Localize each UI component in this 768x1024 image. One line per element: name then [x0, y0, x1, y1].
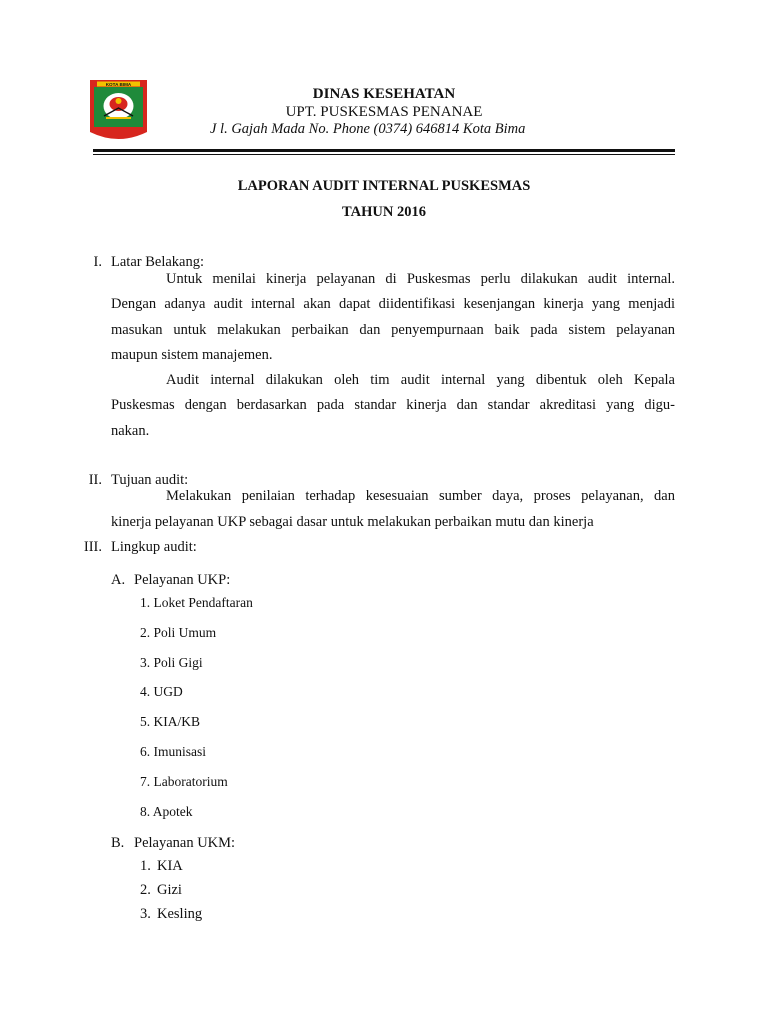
section-1-p2-line-3: nakan.: [111, 423, 150, 439]
subsection-a-label: A.: [111, 572, 126, 588]
org-name: DINAS KESEHATAN: [312, 86, 456, 102]
ukm-item-text: Kesling: [157, 906, 203, 922]
section-1-p1-line-2: Dengan adanya audit internal akan dapat diidentifikasi kesenjangan kinerja yang menjadi: [111, 296, 675, 312]
report-title: LAPORAN AUDIT INTERNAL PUSKESMAS: [237, 178, 531, 194]
ukm-item-number: 3.: [140, 906, 151, 922]
section-3-number: III.: [83, 539, 102, 555]
ukm-item-text: KIA: [157, 858, 183, 874]
subsection-b-title: Pelayanan UKM:: [134, 835, 236, 851]
unit-name: UPT. PUSKESMAS PENANAE: [285, 104, 483, 120]
section-2-number: II.: [88, 472, 102, 488]
section-2-heading: Tujuan audit:: [111, 472, 189, 488]
subsection-a-title: Pelayanan UKP:: [134, 572, 231, 588]
header-rule-thick: [93, 149, 675, 152]
list-item: 1. Loket Pendaftaran: [140, 595, 253, 610]
list-item: 7. Laboratorium: [140, 774, 228, 789]
list-item: 8. Apotek: [140, 804, 193, 819]
subsection-b-label: B.: [111, 835, 125, 851]
section-1-p1-line-4: maupun sistem manajemen.: [111, 347, 273, 363]
list-item: 4. UGD: [140, 684, 183, 699]
list-item: 5. KIA/KB: [140, 714, 200, 729]
ukm-item-number: 2.: [140, 882, 151, 898]
section-1-p2-line-1: Audit internal dilakukan oleh tim audit internal yang dibentuk oleh Kepala: [166, 372, 675, 388]
section-1-p2-line-2: Puskesmas dengan berdasarkan pada standar kinerja dan standar akreditasi yang digu-: [111, 397, 675, 413]
section-1-p1-line-1: Untuk menilai kinerja pelayanan di Puskesmas perlu dilakukan audit internal.: [166, 271, 675, 287]
address-line: J l. Gajah Mada No. Phone (0374) 646814 Kota Bima: [210, 121, 526, 137]
report-year: TAHUN 2016: [342, 204, 426, 220]
header-rule-thin: [93, 154, 675, 155]
section-1-number: I.: [93, 254, 102, 270]
logo-text: KOTA BIMA: [105, 81, 132, 87]
section-1-p1-line-3: masukan untuk melakukan perbaikan dan penyempurnaan baik pada sistem pelayanan: [111, 322, 675, 338]
ukm-item-text: Gizi: [157, 882, 182, 898]
section-3-heading: Lingkup audit:: [111, 539, 197, 555]
list-item: 2. Poli Umum: [140, 625, 217, 640]
section-1-heading: Latar Belakang:: [111, 254, 204, 270]
list-item: 6. Imunisasi: [140, 744, 206, 759]
list-item: 3. Poli Gigi: [140, 655, 203, 670]
section-2-p1-line-1: Melakukan penilaian terhadap kesesuaian sumber daya, proses pelayanan, dan: [166, 488, 675, 504]
section-2-p1-line-2: kinerja pelayanan UKP sebagai dasar untuk melakukan perbaikan mutu dan kinerja: [111, 514, 594, 530]
ukm-item-number: 1.: [140, 858, 151, 874]
